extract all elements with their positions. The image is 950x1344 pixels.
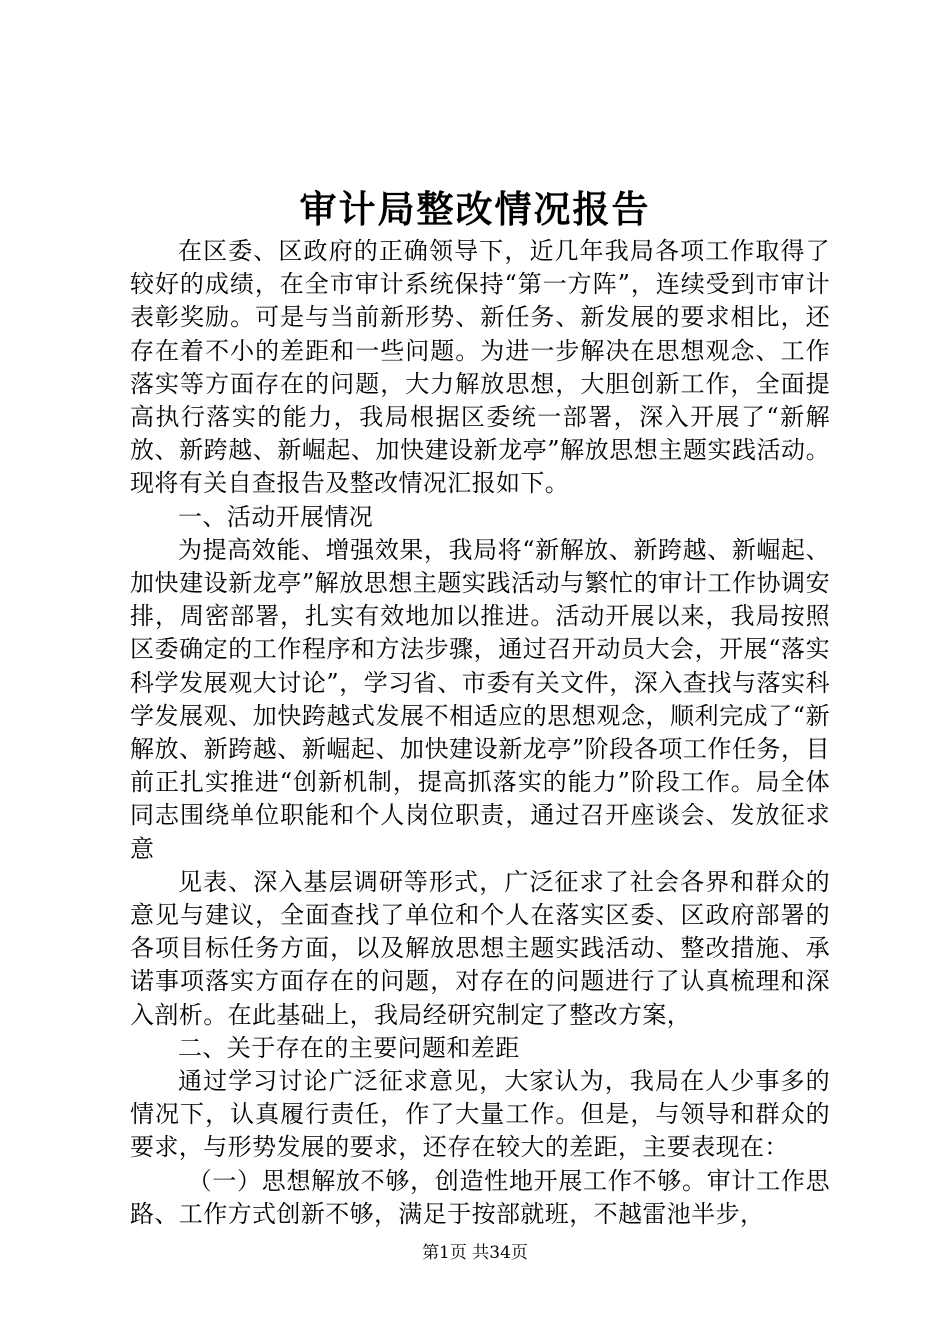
paragraph-intro: 在区委、区政府的正确领导下，近几年我局各项工作取得了较好的成绩，在全市审计系统保持“第一方阵”，连续受到市审计表彰奖励。可是与当前新形势、新任务、新发展的要求相比，还存在着不小的差距和一些问题。为进一步解决在思想观念、工作落实等方面存在的问题，大力解放思想，大胆创新工作，全面提高执行落实的能力，我局根据区委统一部署，深入开展了“新解放、新跨越、新崛起、加快建设新龙亭”解放思想主题实践活动。现将有关自查报告及整改情况汇报如下。 (130, 237, 830, 498)
paragraph-subsection-1: （一）思想解放不够，创造性地开展工作不够。审计工作思路、工作方式创新不够，满足于按部就班，不越雷池半步， (130, 1166, 830, 1228)
section-heading-2: 二、关于存在的主要问题和差距 (178, 1033, 520, 1062)
paragraph-activity: 为提高效能、增强效果，我局将“新解放、新跨越、新崛起、加快建设新龙亭”解放思想主题实践活动与繁忙的审计工作协调安排，周密部署，扎实有效地加以推进。活动开展以来，我局按照区委确定的工作程序和方法步骤，通过召开动员大会，开展“落实科学发展观大讨论”，学习省、市委有关文件，深入查找与落实科学发展观、加快跨越式发展不相适应的思想观念，顺利完成了“新解放、新跨越、新崛起、加快建设新龙亭”阶段各项工作任务，目前正扎实推进“创新机制，提高抓落实的能力”阶段工作。局全体同志围绕单位职能和个人岗位职责，通过召开座谈会、发放征求意 (130, 535, 830, 863)
paragraph-problems: 通过学习讨论广泛征求意见，大家认为，我局在人少事多的情况下，认真履行责任，作了大量工作。但是，与领导和群众的要求，与形势发展的要求，还存在较大的差距，主要表现在： (130, 1067, 830, 1162)
document-title: 审计局整改情况报告 (299, 187, 651, 231)
page-footer: 第1页 共34页 (422, 1243, 528, 1263)
section-heading-1: 一、活动开展情况 (178, 502, 374, 531)
paragraph-feedback: 见表、深入基层调研等形式，广泛征求了社会各界和群众的意见与建议，全面查找了单位和个人在落实区委、区政府部署的各项目标任务方面，以及解放思想主题实践活动、整改措施、承诺事项落实方面存在的问题，对存在的问题进行了认真梳理和深入剖析。在此基础上，我局经研究制定了整改方案， (130, 867, 830, 1029)
document-body (130, 235, 830, 1231)
